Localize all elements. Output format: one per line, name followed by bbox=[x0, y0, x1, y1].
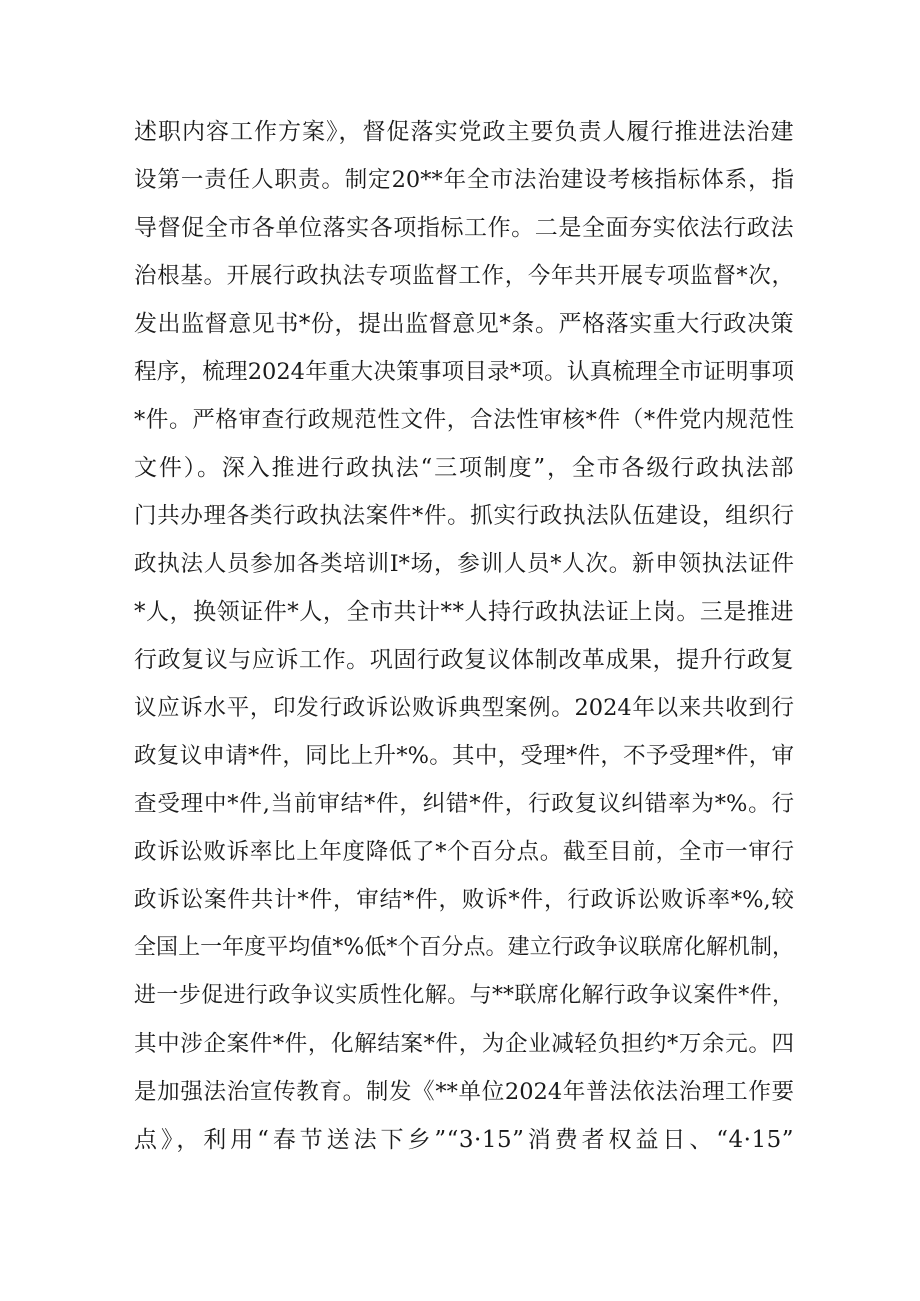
text-line: 程序，梳理2024年重大决策事项目录*项。认真梳理全市证明事项 bbox=[134, 359, 794, 385]
text-line: 导督促全市各单位落实各项指标工作。二是全面夯实依法行政法 bbox=[134, 215, 794, 241]
text-line: *人，换领证件*人，全市共计**人持行政执法证上岗。三是推进 bbox=[134, 599, 794, 625]
text-line: 门共办理各类行政执法案件*件。抓实行政执法队伍建设，组织行 bbox=[134, 503, 794, 529]
text-line: *件。严格审查行政规范性文件，合法性审核*件（*件党内规范性 bbox=[134, 407, 794, 433]
text-line: 点》，利用“春节送法下乡”“3·15”消费者权益日、“4·15” bbox=[134, 1127, 794, 1153]
text-line: 治根基。开展行政执法专项监督工作，今年共开展专项监督*次， bbox=[134, 263, 794, 289]
text-line: 设第一责任人职责。制定20**年全市法治建设考核指标体系，指 bbox=[134, 167, 794, 193]
text-line: 其中涉企案件*件，化解结案*件，为企业减轻负担约*万余元。四 bbox=[134, 1031, 794, 1057]
text-line: 文件）。深入推进行政执法“三项制度”，全市各级行政执法部 bbox=[134, 455, 794, 481]
text-line: 发出监督意见书*份，提出监督意见*条。严格落实重大行政决策 bbox=[134, 311, 794, 337]
text-line: 是加强法治宣传教育。制发《**单位2024年普法依法治理工作要 bbox=[134, 1079, 794, 1105]
text-line: 查受理中*件,当前审结*件，纠错*件，行政复议纠错率为*%。行 bbox=[134, 791, 794, 817]
text-line: 进一步促进行政争议实质性化解。与**联席化解行政争议案件*件， bbox=[134, 983, 794, 1008]
text-line: 议应诉水平，印发行政诉讼败诉典型案例。2024年以来共收到行 bbox=[134, 695, 794, 721]
text-line: 政诉讼案件共计*件，审结*件，败诉*件，行政诉讼败诉率*%,较 bbox=[134, 887, 794, 913]
text-line: 全国上一年度平均值*%低*个百分点。建立行政争议联席化解机制， bbox=[134, 935, 794, 960]
text-line: 行政复议与应诉工作。巩固行政复议体制改革成果，提升行政复 bbox=[134, 647, 794, 673]
text-line: 政复议申请*件，同比上升*%。其中，受理*件，不予受理*件，审 bbox=[134, 743, 794, 769]
text-line: 述职内容工作方案》，督促落实党政主要负责人履行推进法治建 bbox=[134, 119, 794, 145]
body-text bbox=[134, 108, 794, 1164]
text-line: 政诉讼败诉率比上年度降低了*个百分点。截至目前，全市一审行 bbox=[134, 839, 794, 865]
text-line: 政执法人员参加各类培训I*场，参训人员*人次。新申领执法证件 bbox=[134, 551, 794, 577]
